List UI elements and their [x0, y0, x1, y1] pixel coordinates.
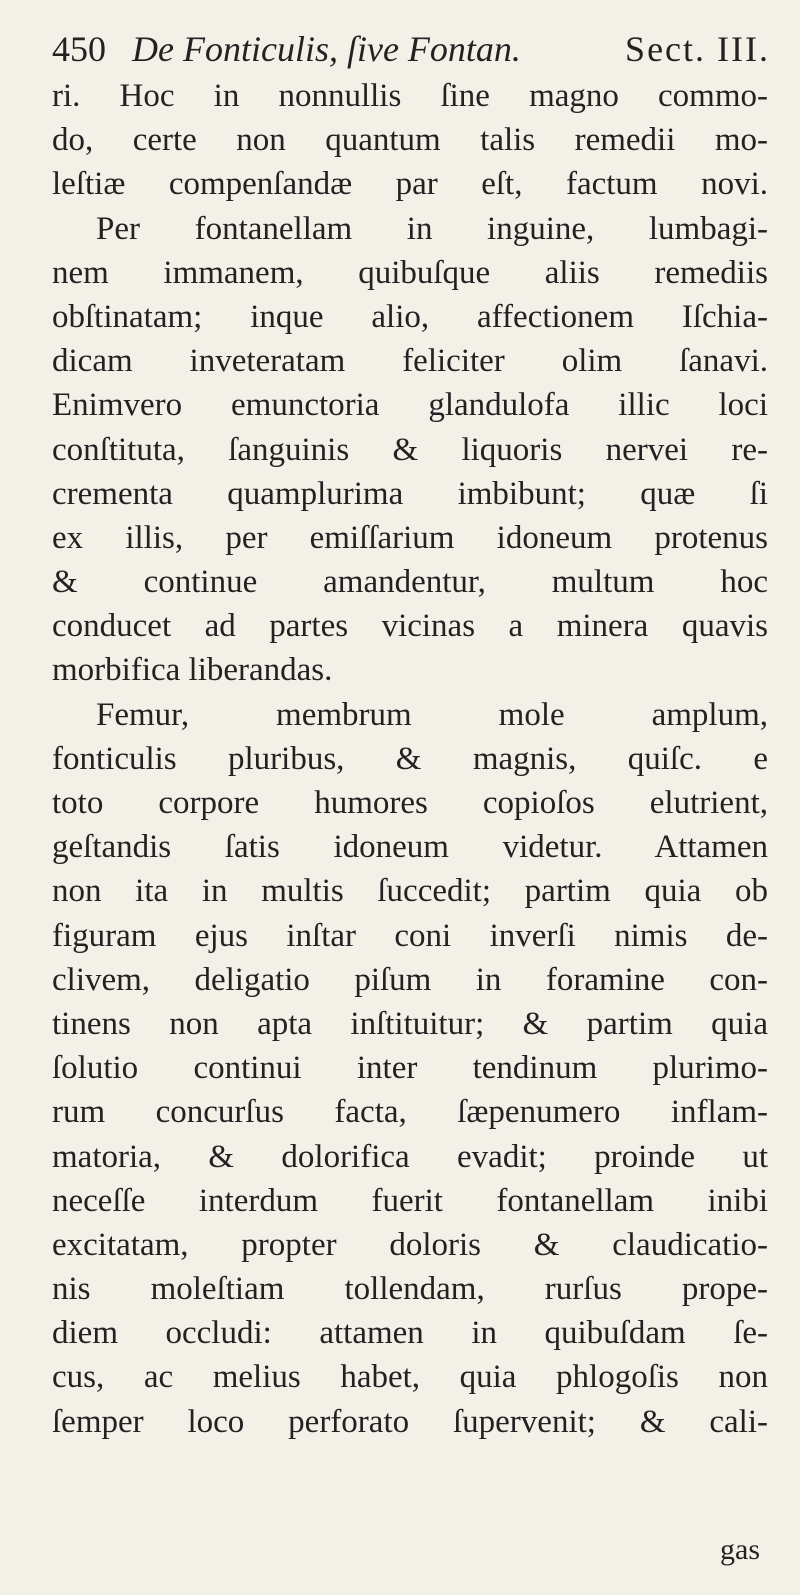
running-title: De Fonticulis, ſive Fontan. — [132, 29, 521, 69]
text-line: conducet ad partes vicinas a minera quavis — [52, 608, 768, 645]
text-line: dicam inveteratam feliciter olim ſanavi. — [52, 343, 768, 380]
text-line: geſtandis ſatis idoneum videtur. Attamen — [52, 829, 768, 866]
text-line: neceſſe interdum fuerit fontanellam inibi — [52, 1182, 768, 1219]
text-line: Femur, membrum mole amplum, — [96, 696, 768, 733]
page-number: 450 — [52, 29, 106, 69]
body-text — [52, 74, 768, 1444]
text-line: crementa quamplurima imbibunt; quæ ſi — [52, 475, 768, 512]
section-label: Sect. III. — [625, 29, 770, 69]
text-line: ex illis, per emiſſarium idoneum protenus — [52, 519, 768, 556]
text-line: fonticulis pluribus, & magnis, quiſc. e — [52, 740, 768, 777]
text-line: Enimvero emunctoria glandulofa illic loci — [52, 387, 768, 424]
text-line: leſtiæ compenſandæ par eſt, factum novi. — [52, 166, 768, 203]
text-line: nem immanem, quibuſque aliis remediis — [52, 254, 768, 291]
text-line: & continue amandentur, multum hoc — [52, 564, 768, 601]
text-line: ri. Hoc in nonnullis ſine magno commo- — [52, 78, 768, 114]
text-line: Per fontanellam in inguine, lumbagi- — [96, 210, 768, 247]
text-line: figuram ejus inſtar coni inverſi nimis de- — [52, 917, 768, 954]
text-line: toto corpore humores copioſos elutrient, — [52, 785, 768, 821]
text-line: tinens non apta inſtituitur; & partim quia — [52, 1005, 768, 1042]
text-line: non ita in multis ſuccedit; partim quia ob — [52, 873, 768, 910]
text-line: excitatam, propter doloris & claudicatio- — [52, 1226, 768, 1263]
text-line: matoria, & dolorifica evadit; proinde ut — [52, 1138, 768, 1175]
text-line: clivem, deligatio piſum in foramine con- — [52, 961, 768, 998]
text-line: nis moleſtiam tollendam, rurſus prope- — [52, 1271, 768, 1308]
text-line: morbifica liberandas. — [52, 652, 333, 689]
catchword: gas — [720, 1533, 760, 1566]
text-line: ſolutio continui inter tendinum plurimo- — [52, 1050, 768, 1087]
text-line: rum concurſus facta, ſæpenumero inflam- — [52, 1094, 768, 1131]
text-line: diem occludi: attamen in quibuſdam ſe- — [52, 1315, 768, 1352]
text-line: cus, ac melius habet, quia phlogoſis non — [52, 1359, 768, 1396]
text-line: ſemper loco perforato ſupervenit; & cali- — [52, 1403, 768, 1440]
text-line: conſtituta, ſanguinis & liquoris nervei re- — [52, 431, 768, 468]
page-header — [52, 26, 772, 72]
text-line: do, certe non quantum talis remedii mo- — [52, 122, 768, 159]
text-line: obſtinatam; inque alio, affectionem Iſchia- — [52, 298, 768, 335]
